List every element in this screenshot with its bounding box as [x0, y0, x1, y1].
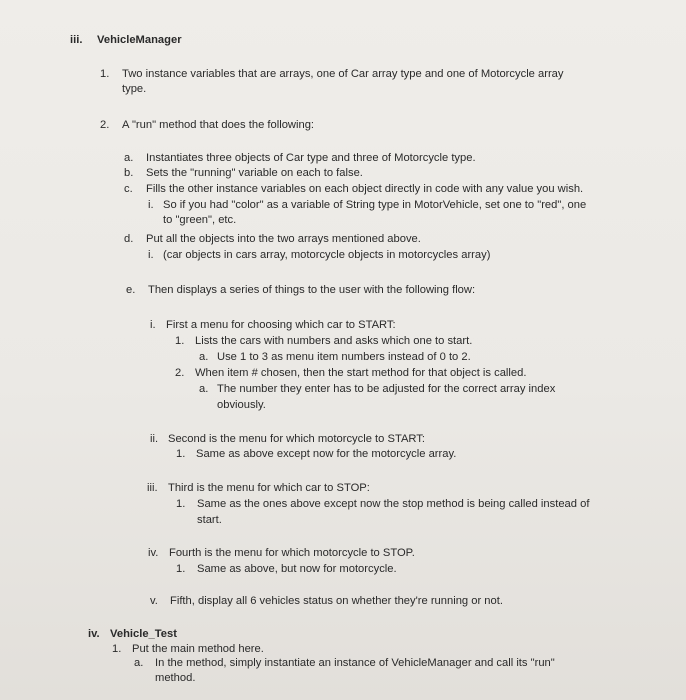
test-1-text: Put the main method here. — [132, 643, 264, 655]
flow-i-2-a-text: The number they enter has to be adjusted for the correct array index — [217, 383, 556, 395]
item-1-text-cont: type. — [122, 83, 147, 95]
test-1-a-text: In the method, simply instantiate an instance of VehicleManager and call its "run" — [155, 657, 555, 669]
item-1-marker: 1. — [100, 68, 110, 80]
item-2-text: A "run" method that does the following: — [122, 119, 315, 131]
flow-i-text: First a menu for choosing which car to START: — [166, 319, 396, 331]
flow-i-marker: i. — [150, 319, 156, 331]
flow-v-marker: v. — [150, 595, 158, 607]
flow-i-1-text: Lists the cars with numbers and asks which one to start. — [195, 335, 473, 347]
step-b-text: Sets the "running" variable on each to false. — [146, 167, 363, 179]
test-1-marker: 1. — [112, 643, 122, 655]
step-e-marker: e. — [126, 284, 136, 296]
flow-v-text: Fifth, display all 6 vehicles status on whether they're running or not. — [170, 595, 503, 607]
flow-ii-text: Second is the menu for which motorcycle to START: — [168, 433, 426, 445]
flow-iv-1-marker: 1. — [176, 563, 186, 575]
step-a-marker: a. — [124, 152, 134, 164]
flow-i-1-marker: 1. — [175, 335, 185, 347]
flow-iii-text: Third is the menu for which car to STOP: — [168, 482, 370, 494]
test-1-a-marker: a. — [134, 657, 144, 669]
flow-i-2-text: When item # chosen, then the start method for that object is called. — [195, 367, 527, 379]
section-iv-marker: iv. — [88, 628, 100, 640]
flow-i-1-a-marker: a. — [199, 351, 209, 363]
item-2-marker: 2. — [100, 119, 110, 131]
flow-ii-1-marker: 1. — [176, 448, 186, 460]
flow-iii-1-text-cont: start. — [197, 514, 222, 526]
flow-iii-1-text: Same as the ones above except now the stop method is being called instead of — [197, 498, 590, 510]
step-c-i-text-cont: to "green", etc. — [163, 214, 237, 226]
flow-i-1-a-text: Use 1 to 3 as menu item numbers instead of 0 to 2. — [217, 351, 471, 363]
flow-iv-marker: iv. — [148, 547, 159, 559]
section-iv-title: Vehicle_Test — [110, 628, 177, 640]
flow-iii-1-marker: 1. — [176, 498, 186, 510]
step-c-marker: c. — [124, 183, 133, 195]
step-d-i-marker: i. — [148, 249, 154, 261]
flow-iv-1-text: Same as above, but now for motorcycle. — [197, 563, 397, 575]
step-e-text: Then displays a series of things to the user with the following flow: — [148, 284, 476, 296]
flow-i-2-marker: 2. — [175, 367, 185, 379]
step-d-marker: d. — [124, 233, 134, 245]
step-b-marker: b. — [124, 167, 134, 179]
section-iii-marker: iii. — [70, 34, 83, 46]
step-a-text: Instantiates three objects of Car type and three of Motorcycle type. — [146, 152, 476, 164]
section-iii-title: VehicleManager — [97, 34, 182, 46]
flow-iv-text: Fourth is the menu for which motorcycle to STOP. — [169, 547, 415, 559]
test-1-a-text-cont: method. — [155, 672, 196, 684]
step-c-text: Fills the other instance variables on each object directly in code with any value you wish. — [146, 183, 584, 195]
step-c-i-marker: i. — [148, 199, 154, 211]
step-d-text: Put all the objects into the two arrays mentioned above. — [146, 233, 421, 245]
flow-i-2-a-marker: a. — [199, 383, 209, 395]
item-1-text: Two instance variables that are arrays, one of Car array type and one of Motorcycle array — [122, 68, 564, 80]
flow-ii-1-text: Same as above except now for the motorcycle array. — [196, 448, 457, 460]
step-d-i-text: (car objects in cars array, motorcycle objects in motorcycles array) — [163, 249, 491, 261]
flow-i-2-a-text-cont: obviously. — [217, 399, 266, 411]
flow-iii-marker: iii. — [147, 482, 158, 494]
step-c-i-text: So if you had "color" as a variable of String type in MotorVehicle, set one to "red", one — [163, 199, 587, 211]
flow-ii-marker: ii. — [150, 433, 159, 445]
